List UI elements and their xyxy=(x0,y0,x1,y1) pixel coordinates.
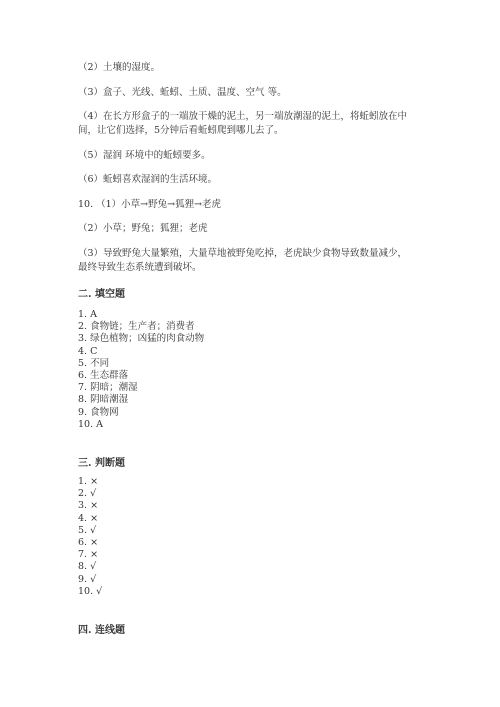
list-item: 7. 阴暗；潮湿 xyxy=(78,382,138,394)
section-title-judgement: 三. 判断题 xyxy=(78,458,125,469)
list-item: 3. 绿色植物；凶猛的肉食动物 xyxy=(78,333,205,345)
section-title-fill-blank: 二. 填空题 xyxy=(78,289,125,300)
list-item: 8. 阴暗潮湿 xyxy=(78,394,129,406)
list-item: 8. √ xyxy=(78,561,97,573)
list-item: 10. √ xyxy=(78,585,103,597)
list-item: 1. × xyxy=(78,476,99,487)
list-item: 2. √ xyxy=(78,488,97,500)
list-item: 6. 生态群落 xyxy=(78,369,129,381)
list-item: 7. × xyxy=(78,549,99,561)
list-item: 2. 食物链；生产者；消费者 xyxy=(78,321,195,333)
answer-10-3-line-1: （3）导致野兔大量繁殖，大量草地被野兔吃掉，老虎缺少食物导致数量减少， xyxy=(78,248,408,259)
list-item: 5. 不同 xyxy=(78,357,110,369)
list-item: 10. A xyxy=(78,418,103,430)
answer-6: （6）蚯蚓喜欢湿润的生活环境。 xyxy=(78,174,218,185)
answer-10-2: （2）小草；野兔；狐狸；老虎 xyxy=(78,223,208,234)
section-title-matching: 四. 连线题 xyxy=(78,625,125,636)
list-item: 9. 食物网 xyxy=(78,406,119,418)
list-item: 4. C xyxy=(78,345,98,357)
answer-5: （5）湿润 环境中的蚯蚓要多。 xyxy=(78,150,211,161)
answer-3: （3）盒子、光线、蚯蚓、土质、温度、空气 等。 xyxy=(78,87,287,98)
list-item: 5. √ xyxy=(78,524,97,536)
fill-blank-list xyxy=(78,309,204,431)
list-item: 6. × xyxy=(78,536,99,548)
list-item: 1. A xyxy=(78,309,97,320)
judgement-list xyxy=(78,476,102,598)
answer-2: （2）土壤的湿度。 xyxy=(78,62,161,73)
answer-4-line-1: （4）在长方形盒子的一端放干燥的泥土，另一端放潮湿的泥土，将蚯蚓放在中 xyxy=(78,111,408,122)
list-item: 4. × xyxy=(78,512,99,524)
list-item: 9. √ xyxy=(78,573,97,585)
list-item: 3. × xyxy=(78,500,99,512)
answer-10-1: 10. （1）小草→野兔→狐狸→老虎 xyxy=(78,199,222,210)
answer-10-3-line-2: 最终导致生态系统遭到破坏。 xyxy=(78,262,202,273)
answer-4-line-2: 间，让它们选择，5分钟后看蚯蚓爬到哪儿去了。 xyxy=(78,125,284,136)
